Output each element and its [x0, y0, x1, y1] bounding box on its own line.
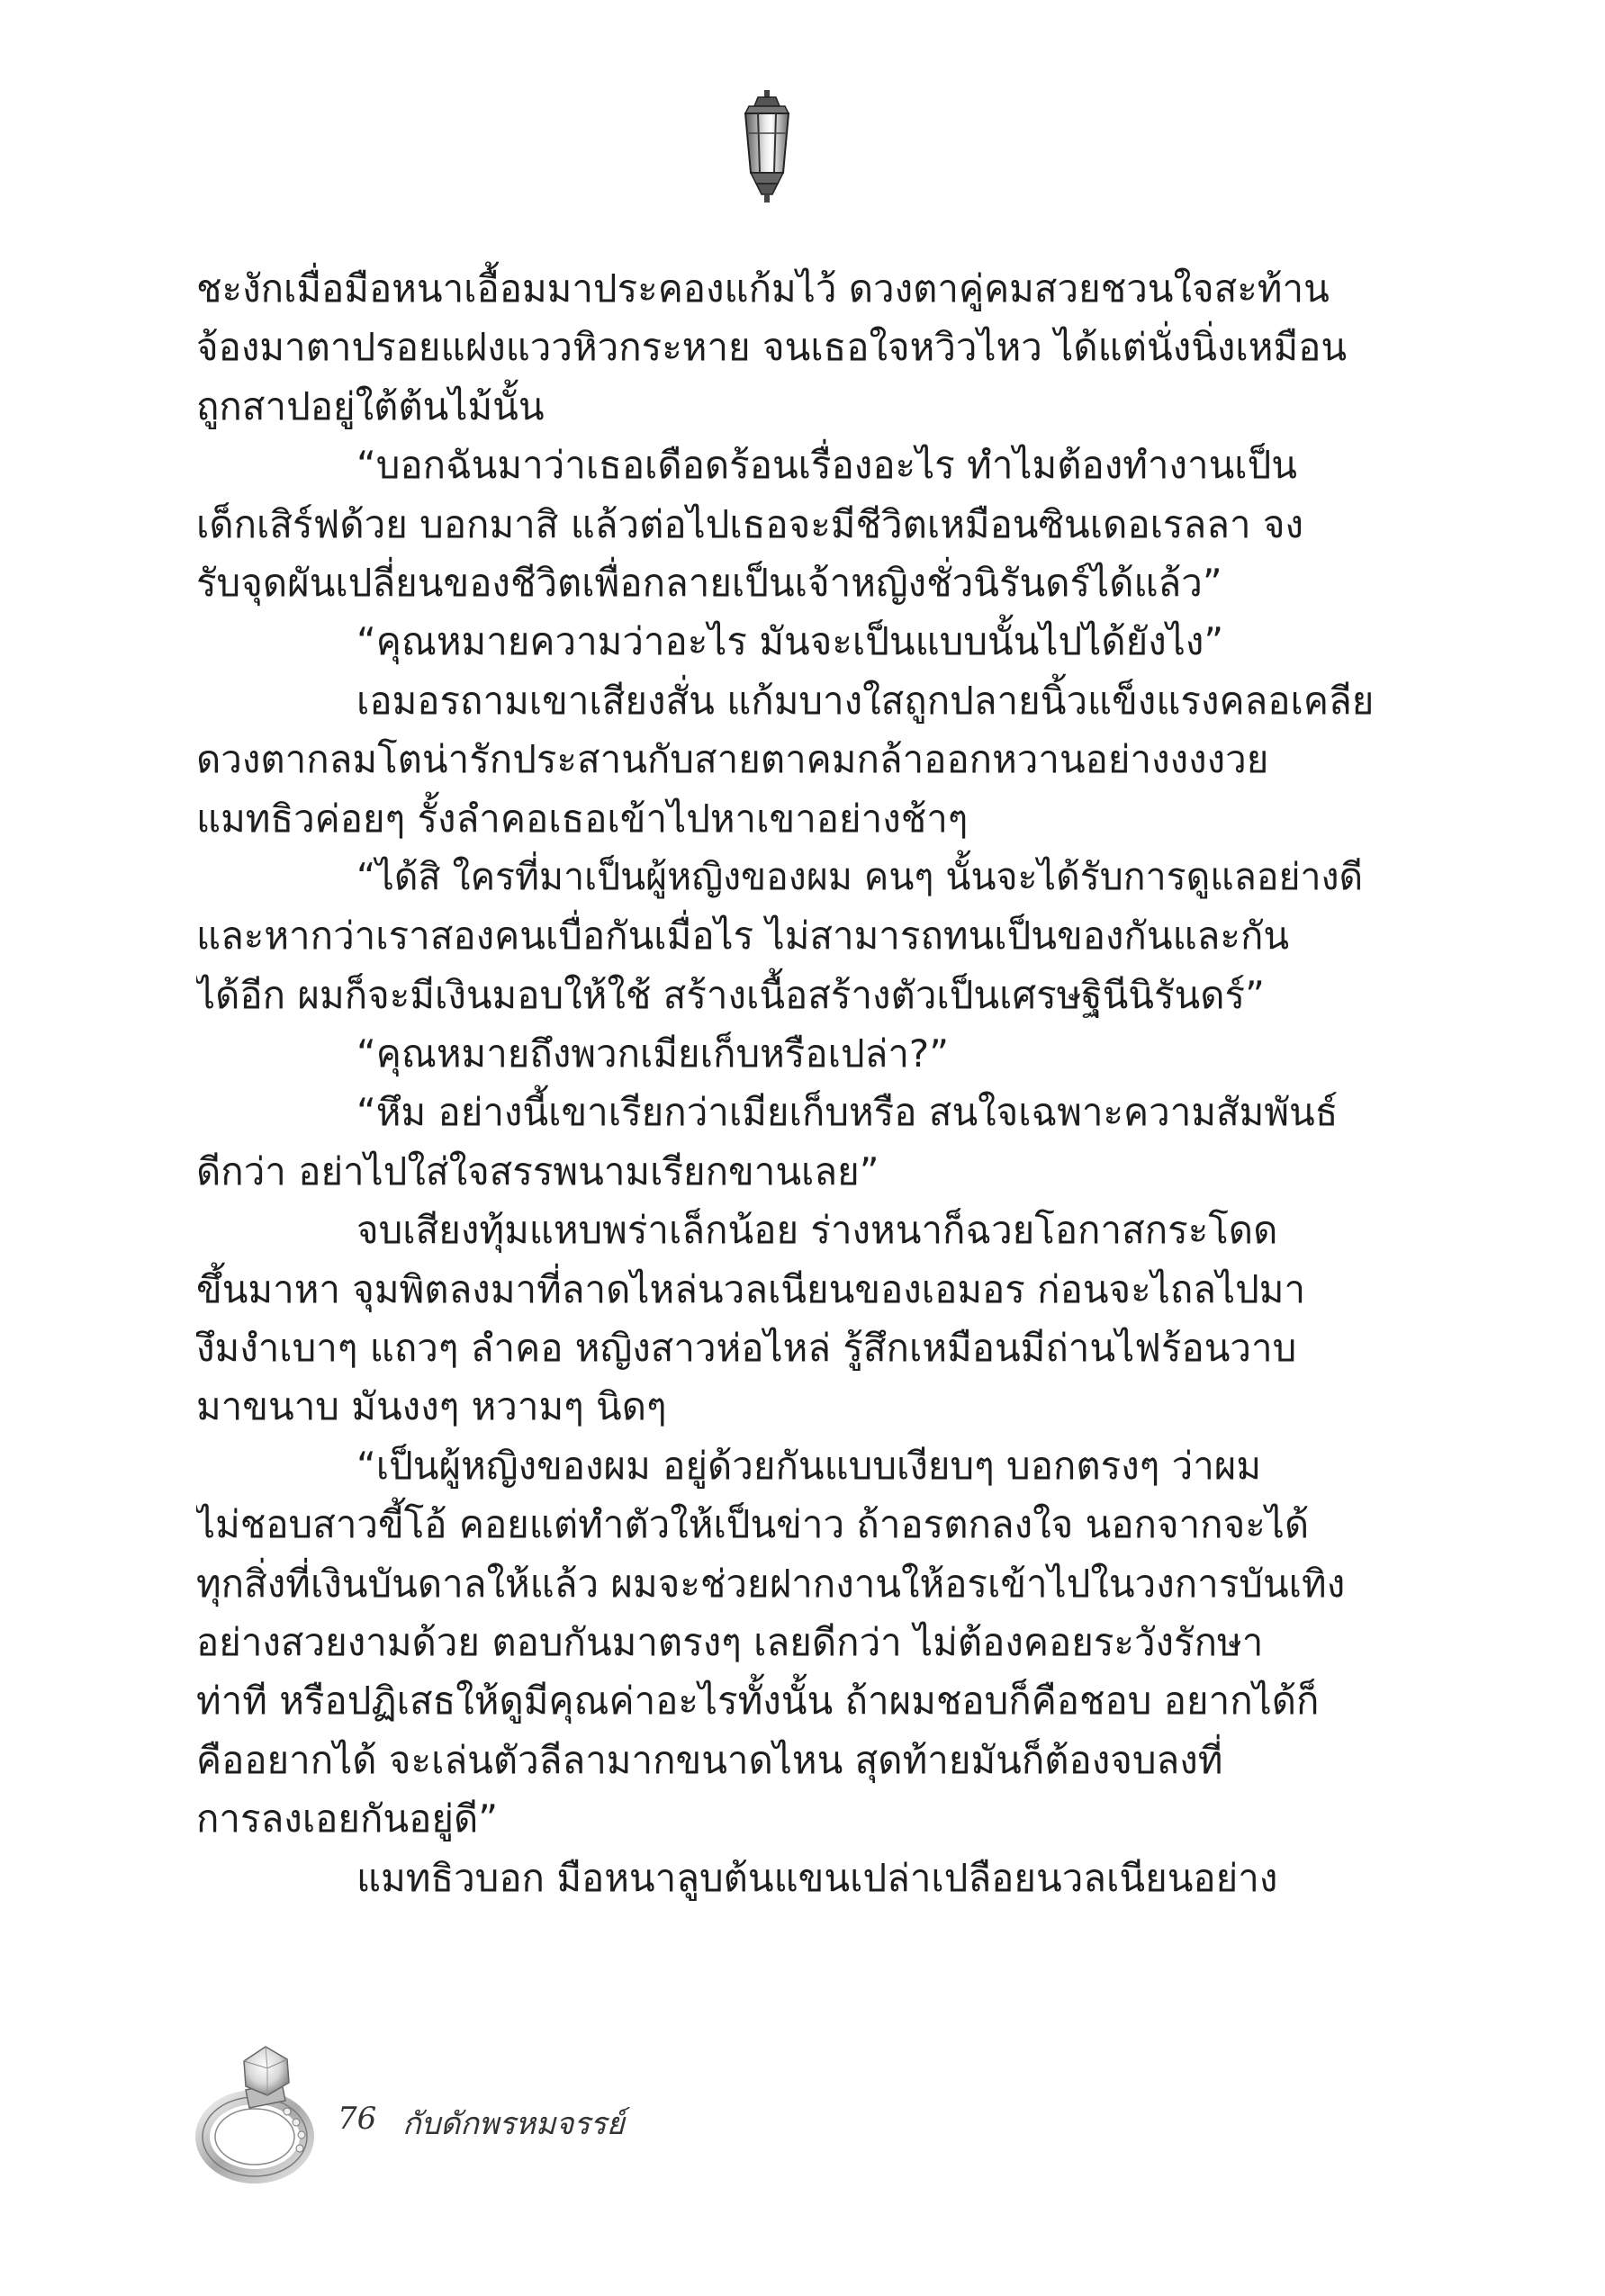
text-line: มาขนาบ มันงงๆ หวามๆ นิดๆ: [196, 1384, 667, 1429]
text-line: เอมอรถามเขาเสียงสั่น แก้มบางใสถูกปลายนิ้วแข็งแรงคลอเคลีย: [356, 678, 1375, 723]
text-line: “บอกฉันมาว่าเธอเดือดร้อนเรื่องอะไร ทำไมต้องทำงานเป็น: [356, 443, 1298, 488]
text-line: แมทธิวค่อยๆ รั้งลำคอเธอเข้าไปหาเขาอย่างช้าๆ: [196, 796, 969, 841]
diamond-ring-icon: [194, 2036, 329, 2184]
text-line: ท่าที หรือปฏิเสธให้ดูมีคุณค่าอะไรทั้งนั้น ถ้าผมชอบก็คือชอบ อยากได้ก็: [196, 1679, 1320, 1724]
text-line: “คุณหมายถึงพวกเมียเก็บหรือเปล่า?”: [356, 1031, 949, 1076]
text-line: ไม่ชอบสาวขี้โอ้ คอยแต่ทำตัวให้เป็นข่าว ถ้าอรตกลงใจ นอกจากจะได้: [196, 1502, 1310, 1547]
text-line: ดวงตากลมโตน่ารักประสานกับสายตาคมกล้าออกหวานอย่างงงงวย: [196, 737, 1269, 782]
text-line: งึมงำเบาๆ แถวๆ ลำคอ หญิงสาวห่อไหล่ รู้สึกเหมือนมีถ่านไฟร้อนวาบ: [196, 1326, 1297, 1371]
text-line: “เป็นผู้หญิงของผม อยู่ด้วยกันแบบเงียบๆ บอกตรงๆ ว่าผม: [356, 1443, 1262, 1488]
text-line: รับจุดผันเปลี่ยนของชีวิตเพื่อกลายเป็นเจ้าหญิงชั่วนิรันดร์ได้แล้ว”: [196, 560, 1222, 605]
text-line: คืออยากได้ จะเล่นตัวลีลามากขนาดไหน สุดท้ายมันก็ต้องจบลงที่: [196, 1737, 1223, 1782]
text-line: การลงเอยกันอยู่ดี”: [196, 1796, 499, 1841]
text-line: ดีกว่า อย่าไปใส่ใจสรรพนามเรียกขานเลย”: [196, 1148, 879, 1193]
text-line: ชะงักเมื่อมือหนาเอื้อมมาประคองแก้มไว้ ดวงตาคู่คมสวยชวนใจสะท้าน: [196, 266, 1330, 311]
text-line: “ได้สิ ใครที่มาเป็นผู้หญิงของผม คนๆ นั้นจะได้รับการดูแลอย่างดี: [356, 854, 1364, 898]
text-line: และหากว่าเราสองคนเบื่อกันเมื่อไร ไม่สามารถทนเป็นของกันและกัน: [196, 914, 1290, 959]
text-line: อย่างสวยงามด้วย ตอบกันมาตรงๆ เลยดีกว่า ไม่ต้องคอยระวังรักษา: [196, 1619, 1264, 1664]
text-line: “คุณหมายความว่าอะไร มันจะเป็นแบบนั้นไปได้ยังไง”: [356, 619, 1224, 664]
text-line: จบเสียงทุ้มแหบพร่าเล็กน้อย ร่างหนาก็ฉวยโอกาสกระโดด: [356, 1208, 1278, 1253]
text-line: “หึม อย่างนี้เขาเรียกว่าเมียเก็บหรือ สนใจเฉพาะความสัมพันธ์: [356, 1090, 1339, 1135]
lantern-icon: [731, 90, 803, 203]
text-line: ขึ้นมาหา จุมพิตลงมาที่ลาดไหล่นวลเนียนของเอมอร ก่อนจะไถลไปมา: [196, 1266, 1306, 1311]
book-title: กับดักพรหมจรรย์: [402, 2106, 625, 2142]
text-line: ทุกสิ่งที่เงินบันดาลให้แล้ว ผมจะช่วยฝากงานให้อรเข้าไปในวงการบันเทิง: [196, 1561, 1346, 1606]
text-line: เด็กเสิร์ฟด้วย บอกมาสิ แล้วต่อไปเธอจะมีชีวิตเหมือนซินเดอเรลลา จง: [196, 501, 1304, 546]
text-line: แมทธิวบอก มือหนาลูบต้นแขนเปล่าเปลือยนวลเนียนอย่าง: [356, 1855, 1278, 1900]
page-number: 76: [338, 2101, 377, 2137]
text-line: จ้องมาตาปรอยแฝงแววหิวกระหาย จนเธอใจหวิวไหว ได้แต่นั่งนิ่งเหมือน: [196, 325, 1348, 370]
text-line: ได้อีก ผมก็จะมีเงินมอบให้ใช้ สร้างเนื้อสร้างตัวเป็นเศรษฐินีนิรันดร์”: [196, 972, 1265, 1017]
text-line: ถูกสาปอยู่ใต้ต้นไม้นั้น: [196, 383, 545, 428]
page-footer: [194, 2036, 824, 2198]
body-text: [196, 259, 1375, 1907]
